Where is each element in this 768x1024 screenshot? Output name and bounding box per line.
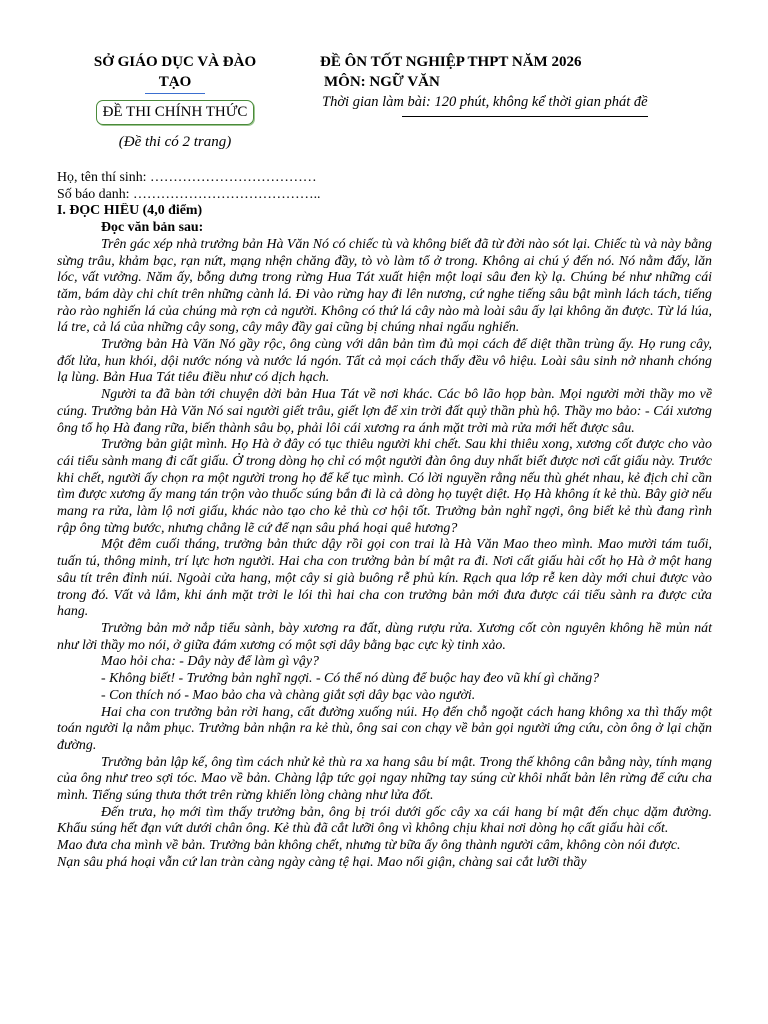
exam-time-note: Thời gian làm bài: 120 phút, không kể thời gian phát đề xyxy=(322,94,648,110)
passage-paragraph: Đến trưa, họ mới tìm thấy trưởng bản, ông bị trói dưới gốc cây xa cái hang bí mật đến chục dặm đường. Khẩu súng hết đạn vứt dưới chân ông. Kẻ thù đã cắt lưỡi ông vì không chịu khai nơi dòng họ cất giấu hài cốt. xyxy=(57,804,712,837)
passage-paragraph: Một đêm cuối tháng, trưởng bản thức dậy rồi gọi con trai là Hà Văn Mao theo mình. Mao mười tám tuổi, tuấn tú, thông minh, trí lực hơn người. Hai cha con trưởng bản bí mật ra đi. Nơi cất giấu hài cốt họ Hà ở một hang sâu tít trên đỉnh núi. Ngoài cửa hang, một cây si già buông rễ phủ kín. Rạch qua lớp rễ ken dày mới chui được vào trong đó. Vất vả lắm, khi ánh mặt trời le lói thì hai cha con trưởng bản mới đưa được cái tiểu sành ra được cửa hang. xyxy=(57,537,712,620)
passage-paragraph: - Không biết! - Trưởng bản nghĩ ngợi. - Có thể nó dùng để buộc hay đeo vũ khí gì chăng? xyxy=(101,671,600,687)
title-underline xyxy=(402,116,648,117)
passage-paragraph: Người ta đã bàn tới chuyện dời bản Hua Tát về nơi khác. Các bô lão họp bàn. Mọi người mời thầy mo về cúng. Trưởng bản Hà Văn Nó sai người giết trâu, giết lợn để xin trời đất quỷ thần phù hộ. Thầy mo bảo: - Cái xương ông tổ họ Hà đang rữa, biến thành sâu bọ, phải lôi cái xương ra ánh mặt trời mà rửa mới hết được sâu. xyxy=(57,387,712,436)
official-exam-label: ĐỀ THI CHÍNH THỨC xyxy=(96,100,255,125)
exam-subject: MÔN: NGỮ VĂN xyxy=(324,74,440,90)
student-id-line: Số báo danh: ………………………………….. xyxy=(57,186,321,202)
read-instruction: Đọc văn bản sau: xyxy=(101,220,204,236)
student-name-line: Họ, tên thí sinh: ……………………………… xyxy=(57,170,317,185)
passage-paragraph: - Con thích nó - Mao bảo cha và chàng giắt sợi dây bạc vào người. xyxy=(101,687,476,703)
passage-paragraph: Nạn sâu phá hoại vẫn cứ lan tràn càng ngày càng tệ hại. Mao nổi giận, chàng sai cắt lưỡi thầy xyxy=(57,854,587,870)
page-count-note: (Đề thi có 2 trang) xyxy=(118,134,232,150)
passage-paragraph: Mao đưa cha mình về bản. Trưởng bản không chết, nhưng từ bữa ấy ông thành người câm, không còn nói được. xyxy=(57,838,681,854)
exam-title: ĐỀ ÔN TỐT NGHIỆP THPT NĂM 2026 xyxy=(320,54,582,70)
department-name: SỞ GIÁO DỤC VÀ ĐÀO xyxy=(93,54,257,70)
exam-title-block xyxy=(302,52,732,117)
passage-paragraph: Trưởng bản mở nắp tiểu sành, bày xương ra đất, dùng rượu rửa. Xương cốt còn nguyên không hề mủn nát như lời thầy mo nói, ở giữa đám xương có một sợi dây bằng bạc cực kỳ tinh xảo. xyxy=(57,620,712,653)
reading-passage xyxy=(57,237,712,872)
passage-paragraph: Trên gác xép nhà trưởng bản Hà Văn Nó có chiếc tù và không biết đã từ đời nào sót lại. Chiếc tù và này bằng sừng trâu, khảm bạc, rạn nứt, mạng nhện chăng đầy, tò vò làm tổ ở trong. Không ai chú ý đến nó. Nó nằm đấy, lăn lóc, vất vưởng. Năm ấy, bỗng dưng trong rừng Hua Tát xuất hiện một loại sâu đen kỳ lạ. Chúng bé như những cái tăm, bám dày chi chít trên những cành lá. Đi vào rừng hay đi lên nương, cứ nghe tiếng sâu bật mình lách tách, tiếng rào rào nghiến lá của chúng mà rợn cả người. Không có thứ lá cây nào mà loài sâu ấy lại không ăn được. Từ lá lúa, lá tre, cả lá của những cây song, cây mây đầy gai cũng bị chúng nhai ngấu nghiến. xyxy=(57,236,712,336)
passage-paragraph: Mao hỏi cha: - Dây này để làm gì vậy? xyxy=(101,654,319,670)
passage-paragraph: Trưởng bản lập kế, ông tìm cách nhử kẻ thù ra xa hang sâu bí mật. Trong thế không cân bằng này, tính mạng của ông như treo sợi tóc. Mao về bản. Chàng lập tức gọi ngay những tay súng cừ khôi nhất bản lên rừng để cứu cha mình. Tiếng súng thưa thớt trên rừng khiến lòng chàng như lửa đốt. xyxy=(57,754,712,804)
passage-paragraph: Trưởng bản Hà Văn Nó gầy rộc, ông cùng với dân bản tìm đủ mọi cách để diệt thần trùng ấy. Họ rung cây, đốt lửa, hun khói, dội nước nóng và nước lá ngón. Tất cả mọi cách thấy đều vô hiệu. Loài sâu sinh nở nhanh chóng lạ lùng. Bản Hua Tát tiêu điều như có dịch hạch. xyxy=(57,337,712,386)
passage-paragraph: Hai cha con trưởng bản rời hang, cất đường xuống núi. Họ đến chỗ ngoặt cách hang không xa thì thấy một toán người lạ nằm phục. Trưởng bản nhận ra kẻ thù, ông sai con chạy về bản gọi người ứng cứu, còn ông ở lại chặn đường. xyxy=(57,704,712,753)
passage-paragraph: Trưởng bản giật mình. Họ Hà ở đây có tục thiêu người khi chết. Sau khi thiêu xong, xương cốt được cho vào cái tiểu sành mang đi cất giấu. Ở trong dòng họ chỉ có một người đàn ông duy nhất biết được nơi cất giấu này. Trước khi chết, người ấy chọn ra một người trong họ để kế tục mình. Có lời nguyền rằng nếu thù ghét nhau, kẻ địch chỉ cần tìm được xương ấy mang tán trộn vào thuốc súng bắn đi là cả dòng họ tuyệt diệt. Họ Hà không ít kẻ thù. Bây giờ nếu mang ra rửa, làm lộ nơi giấu, khác nào tạo cho kẻ thù cơ hội tốt. Trưởng bản nghĩ ngợi, ông biết kẻ thù đang rình rập ông từng bước, nhưng chẳng lẽ cứ để nạn sâu phá hoại quê hương? xyxy=(57,437,712,536)
department-name-2: TẠO xyxy=(145,72,206,94)
section-title: I. ĐỌC HIỂU (4,0 điểm) xyxy=(57,203,203,219)
exam-body xyxy=(57,170,712,872)
issuer-block xyxy=(60,52,290,151)
